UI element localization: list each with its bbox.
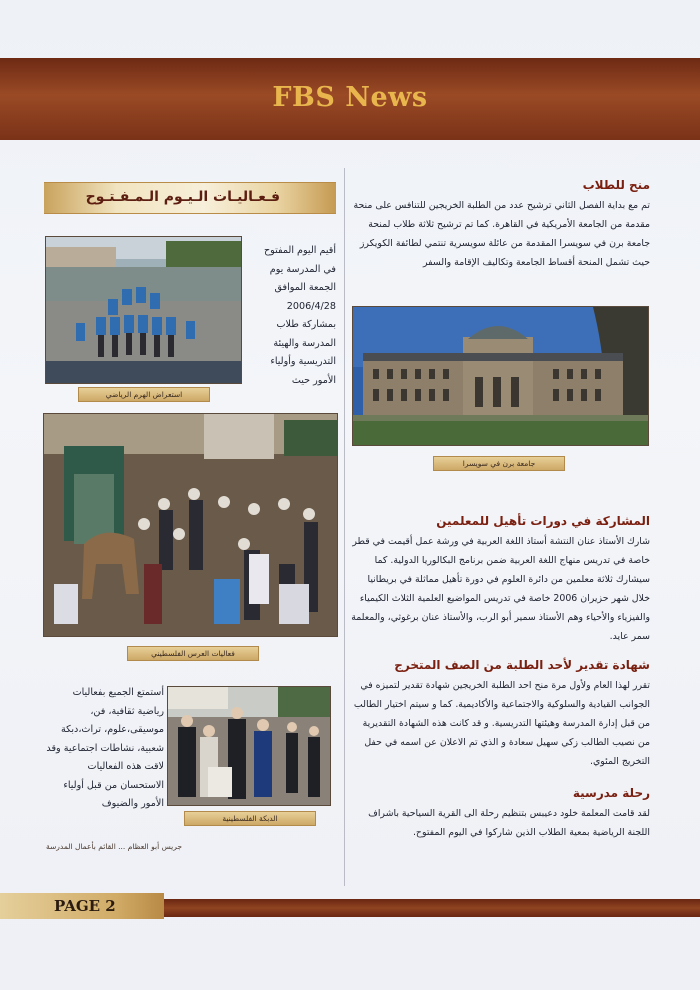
photo-caption-dabke: الدبكة الفلسطينية xyxy=(184,811,316,826)
article-scholarships-body: تم مع بداية الفصل الثاني ترشيح عدد من الطلبة الخريجين للتنافس على منحة مقدمة من الجامعة الأمريكية في القاهرة. كما تم ترشيح ثلاثة طلاب لمنحة جامعة برن في سويسرا المقدمة من عائلة سويسرية تنتمي لطائفة الكويكرز حيث تشمل المنحة أقساط الجامعة وتكاليف الإقامة والسفر xyxy=(353,200,650,268)
article-teacher-training-body: شارك الأستاذ عنان النتشة أستاذ اللغة العربية في ورشة عمل أقيمت في قطر خاصة في تدريس منهاج اللغة العربية ضمن برنامج البكالوريا الدولية. كما سيشارك ثلاثة معلمين من دائرة العلوم في دورة تأهيل مماثلة في بريطانيا خلال شهر حزيران 2006 خاصة في تدريس المواضيع العلمية الثلاث الكيمياء والفيزياء والأحياء وهم الأستاذ سمير أبو الرب، والأستاذ عنان برغوثي، والمعلمة سمر عايد. xyxy=(351,536,650,642)
photo-credit: جريس أبو العظام ... القائم بأعمال المدرسة xyxy=(46,842,183,851)
bern-university-photo xyxy=(352,306,649,446)
section-title: فـعـاليـات الـيـوم الـمـفـتـوح xyxy=(85,189,280,205)
footer-bar xyxy=(164,899,700,917)
article-certificate-body: تقرر لهذا العام ولأول مرة منح احد الطلبة الخريجين شهادة تقدير لتميزه في الجوانب القيادية والسلوكية والاجتماعية والأكاديمية. كما و سيتم اختيار الطالب من قبل إدارة المدرسة وهيئتها التدريسية. و قد كانت هذه الشهادة التقديرية من نصيب الطالب زكي سهيل سعادة و الذي تم الاعلان عن اسمه في حفل التخريج المئوي. xyxy=(353,680,650,767)
dabke-photo xyxy=(167,686,331,806)
page-number: PAGE 2 xyxy=(54,897,116,915)
photo-caption-wedding: فعاليات العرس الفلسطيني xyxy=(127,646,259,661)
column-divider xyxy=(344,168,345,886)
newsletter-title: FBS News xyxy=(272,82,428,113)
footer-page-tab xyxy=(0,893,164,919)
article-scholarships-heading: منح للطلاب xyxy=(582,178,650,192)
header-banner xyxy=(0,58,700,140)
article-trip-body: لقد قامت المعلمة خلود دعيبس بتنظيم رحلة الى القرية السياحية باشراف اللجنة الرياضية بمعية الطلاب الذين شاركوا في اليوم المفتوح. xyxy=(368,808,650,838)
section-title-bar xyxy=(44,182,336,214)
open-day-intro: أقيم اليوم المفتوح في المدرسة يوم الجمعة الموافق 2006/4/28 بمشاركة طلاب المدرسة والهيئة التدريسية وأولياء الأمور حيث xyxy=(263,245,336,386)
article-trip-heading: رحلة مدرسية xyxy=(572,786,650,800)
article-certificate-heading: شهادة تقدير لأحد الطلبة من الصف المتخرج xyxy=(394,658,650,672)
photo-caption-pyramid: استعراض الهرم الرياضي xyxy=(78,387,210,402)
palestinian-wedding-photo xyxy=(43,413,338,637)
open-day-activities: أستمتع الجميع بفعاليات رياضية ثقافية، فن، موسيقى،علوم، تراث،دبكة شعبية، نشاطات اجتماعية وقد لاقت هذه الفعاليات الاستحسان من قبل أولياء الأمور والضيوف xyxy=(46,687,164,809)
human-pyramid-photo xyxy=(45,236,242,384)
article-teacher-training-heading: المشاركة في دورات تأهيل للمعلمين xyxy=(436,514,650,528)
photo-caption-bern: جامعة برن في سويسرا xyxy=(433,456,565,471)
